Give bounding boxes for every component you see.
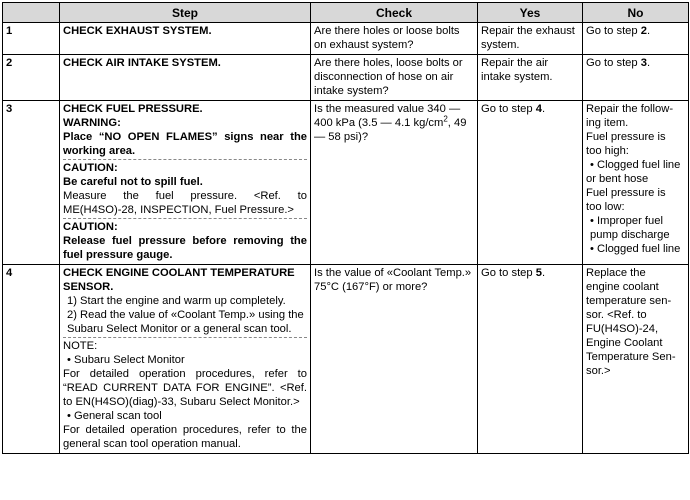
step-cell xyxy=(60,101,311,265)
no-line: Fuel pressure is xyxy=(586,187,666,199)
step-title: CHECK EXHAUST SYSTEM. xyxy=(63,25,212,37)
caution-text: Be careful not to spill fuel. xyxy=(63,176,203,188)
table-row xyxy=(3,265,689,454)
note-label: NOTE: xyxy=(63,340,98,352)
no-line: engine coolant xyxy=(586,281,659,293)
step-title: CHECK AIR INTAKE SYSTEM. xyxy=(63,57,221,69)
header-number xyxy=(3,3,60,23)
caution-label: CAUTION: xyxy=(63,162,118,174)
no-line[interactable]: Engine Coolant xyxy=(586,337,663,349)
step-cell xyxy=(60,23,311,55)
step-title: CHECK ENGINE COOLANT TEMPERATURE SENSOR. xyxy=(63,267,295,293)
no-bullet: • Improper fuel xyxy=(590,215,663,227)
no-line: or bent hose xyxy=(586,173,649,185)
no-line: pump discharge xyxy=(590,229,670,241)
yes-suffix: . xyxy=(541,267,546,279)
no-step-link[interactable]: 2 xyxy=(640,25,647,37)
no-prefix: Go to step xyxy=(586,57,641,69)
note-text: For detailed operation procedures, refer to “READ CURRENT DATA FOR ENGINE”. <Ref. to EN(H4SO)(diag)-33, Subaru Select Monitor.> xyxy=(63,368,307,408)
instruction: 1) Start the engine and warm up completely. xyxy=(67,295,286,307)
no-bullet: • Clogged fuel line xyxy=(590,243,681,255)
warning-text: Place “NO OPEN FLAMES” signs near the working area. xyxy=(63,131,307,157)
no-line: temperature sen- xyxy=(586,295,672,307)
yes-prefix: Go to step xyxy=(481,267,536,279)
table-row xyxy=(3,55,689,101)
no-line[interactable]: sor.> xyxy=(586,365,611,377)
header-step: Step xyxy=(60,3,311,23)
diagnostic-table xyxy=(2,2,689,454)
check-cell: Are there holes or loose bolts on exhaust system? xyxy=(311,23,478,55)
no-line: too high: xyxy=(586,145,629,157)
no-suffix: . xyxy=(646,25,651,37)
step-cell xyxy=(60,265,311,454)
yes-prefix: Go to step xyxy=(481,103,536,115)
caution-label: CAUTION: xyxy=(63,221,118,233)
measure-text: Measure the fuel pressure. <Ref. to ME(H4SO)-28, INSPECTION, Fuel Pressure.> xyxy=(63,190,307,216)
header-no: No xyxy=(583,3,689,23)
no-step-link[interactable]: 3 xyxy=(640,57,647,69)
note-bullet: • Subaru Select Monitor xyxy=(67,354,185,366)
no-line[interactable]: Temperature Sen- xyxy=(586,351,676,363)
no-bullet: • Clogged fuel line xyxy=(590,159,681,171)
header-row xyxy=(3,3,689,23)
no-suffix: . xyxy=(646,57,651,69)
step-number: 3 xyxy=(3,101,60,265)
no-line: too low: xyxy=(586,201,625,213)
yes-cell: Repair the air intake system. xyxy=(478,55,583,101)
header-yes: Yes xyxy=(478,3,583,23)
caution-text: Release fuel pressure before removing the fuel pressure gauge. xyxy=(63,235,307,261)
no-cell xyxy=(583,55,689,101)
no-cell xyxy=(583,265,689,454)
no-line[interactable]: FU(H4SO)-24, xyxy=(586,323,659,335)
no-line: Replace the xyxy=(586,267,646,279)
superscript: 2 xyxy=(443,114,448,124)
yes-cell: Repair the exhaust system. xyxy=(478,23,583,55)
no-line: Repair the follow- xyxy=(586,103,674,115)
check-cell: Is the value of «Coolant Temp.» 75°C (167°F) or more? xyxy=(311,265,478,454)
table-row xyxy=(3,101,689,265)
yes-cell xyxy=(478,101,583,265)
no-line: Fuel pressure is xyxy=(586,131,666,143)
no-prefix: Go to step xyxy=(586,25,641,37)
no-cell xyxy=(583,101,689,265)
yes-step-link[interactable]: 4 xyxy=(535,103,542,115)
step-number: 4 xyxy=(3,265,60,454)
step-title: CHECK FUEL PRESSURE. xyxy=(63,103,203,115)
no-line[interactable]: sor. <Ref. to xyxy=(586,309,647,321)
header-check: Check xyxy=(311,3,478,23)
step-number: 1 xyxy=(3,23,60,55)
no-cell xyxy=(583,23,689,55)
yes-cell xyxy=(478,265,583,454)
step-cell xyxy=(60,55,311,101)
note-text: For detailed operation procedures, refer to the general scan tool operation manual. xyxy=(63,424,307,450)
yes-step-link[interactable]: 5 xyxy=(535,267,542,279)
yes-suffix: . xyxy=(541,103,546,115)
step-number: 2 xyxy=(3,55,60,101)
instruction: 2) Read the value of «Coolant Temp.» using the Subaru Select Monitor or a general scan tool. xyxy=(67,309,304,335)
no-line: ing item. xyxy=(586,117,629,129)
table-row xyxy=(3,23,689,55)
check-cell xyxy=(311,101,478,265)
warning-label: WARNING: xyxy=(63,117,121,129)
check-cell: Are there holes, loose bolts or disconnection of hose on air intake system? xyxy=(311,55,478,101)
note-bullet: • General scan tool xyxy=(67,410,162,422)
check-text: Is the measured value 340 — 400 kPa (3.5 — 4.1 kg/cm xyxy=(314,103,461,129)
check-text-end: , 49 — 58 psi)? xyxy=(314,117,467,143)
